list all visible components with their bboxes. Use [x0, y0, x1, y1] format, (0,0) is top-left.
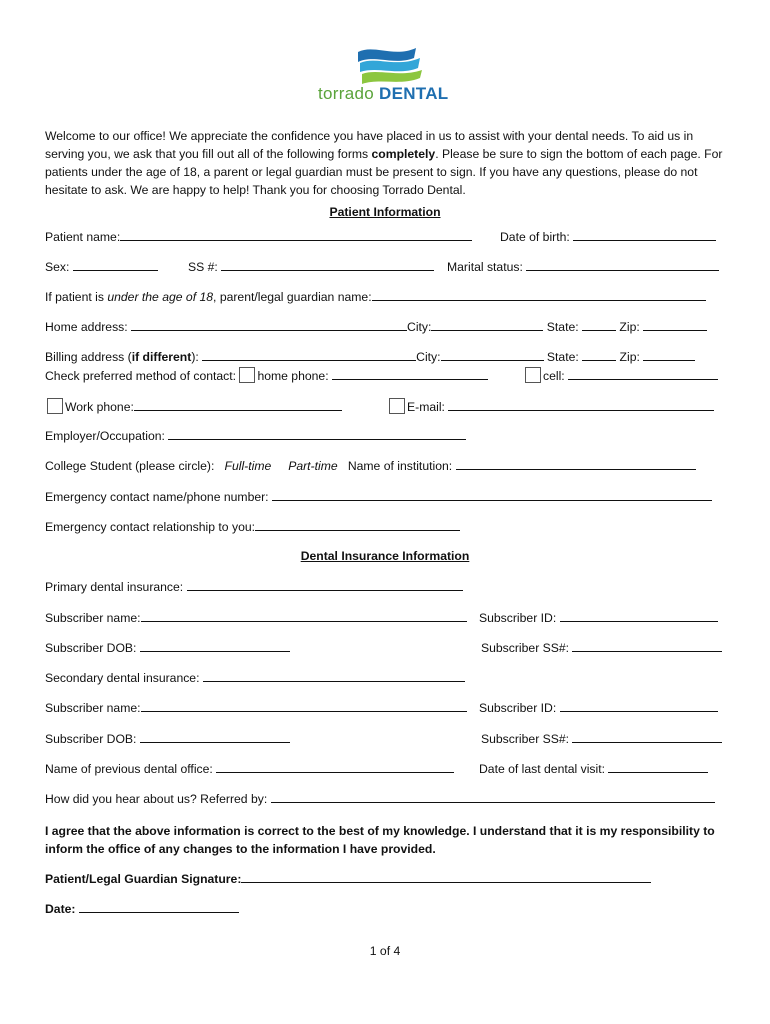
ss-label: SS #:	[188, 260, 218, 274]
date-field[interactable]	[79, 901, 239, 913]
ss-row	[188, 259, 434, 274]
employer-row	[45, 428, 466, 443]
secondary-subscriber-name-label: Subscriber name:	[45, 701, 141, 715]
previous-office-row	[45, 761, 454, 776]
page-number: 1 of 4	[369, 944, 401, 958]
logo-brand-prefix: torrado	[318, 84, 374, 103]
agreement-text: I agree that the above information is correct to the best of my knowledge. I understand that it is my responsibility to inform the office of any changes to the information I have provided.	[45, 824, 715, 856]
full-time-option[interactable]: Full-time	[224, 459, 272, 473]
home-address-label: Home address:	[45, 320, 128, 334]
relationship-row	[45, 519, 460, 534]
secondary-insurance-field[interactable]	[203, 670, 465, 682]
contact-method-label: Check preferred method of contact:	[45, 369, 237, 383]
primary-insurance-label: Primary dental insurance:	[45, 580, 184, 594]
sex-field[interactable]	[73, 259, 158, 271]
email-checkbox[interactable]	[389, 398, 405, 414]
part-time-option[interactable]: Part-time	[288, 459, 338, 473]
home-state-label: State:	[546, 320, 579, 334]
intro-text-1: Welcome to our office! We appreciate the confidence you have placed in us to assist with your dental needs. To aid us in serving you, we ask that you fill out all of the following forms	[45, 129, 694, 161]
intro-text-2: . Please be sure to sign the bottom of each page. For patients under the age of 18, a parent or legal guardian must be present to sign. If you have any questions, please do not hesitate to ask. We are happy to help! Thank you for choosing Torrado Dental.	[45, 147, 723, 197]
intro-bold: completely	[371, 147, 436, 161]
last-visit-row	[479, 761, 708, 776]
billing-zip-field[interactable]	[643, 349, 695, 361]
dob-label: Date of birth:	[500, 230, 570, 244]
sex-row	[45, 259, 158, 274]
marital-field[interactable]	[526, 259, 719, 271]
insurance-heading: Dental Insurance Information	[300, 549, 470, 563]
emergency-label: Emergency contact name/phone number:	[45, 490, 269, 504]
secondary-subscriber-name-field[interactable]	[141, 700, 467, 712]
emergency-field[interactable]	[272, 489, 712, 501]
guardian-label-2: under the age of 18	[107, 290, 214, 304]
guardian-label-3: , parent/legal guardian name:	[213, 290, 372, 304]
secondary-subscriber-id-label: Subscriber ID:	[479, 701, 557, 715]
patient-name-row	[45, 229, 472, 244]
previous-office-field[interactable]	[216, 761, 454, 773]
primary-subscriber-name-label: Subscriber name:	[45, 611, 141, 625]
home-city-field[interactable]	[431, 319, 543, 331]
patient-name-field[interactable]	[120, 229, 472, 241]
billing-label-2: if different	[131, 350, 192, 364]
work-phone-field[interactable]	[134, 399, 342, 411]
billing-label-1: Billing address (	[45, 350, 132, 364]
primary-subscriber-id-label: Subscriber ID:	[479, 611, 557, 625]
previous-office-label: Name of previous dental office:	[45, 762, 213, 776]
billing-state-label: State:	[546, 350, 579, 364]
sex-label: Sex:	[45, 260, 70, 274]
home-state-field[interactable]	[582, 319, 616, 331]
home-phone-checkbox[interactable]	[239, 367, 255, 383]
last-visit-label: Date of last dental visit:	[479, 762, 605, 776]
secondary-subscriber-ss-field[interactable]	[572, 731, 722, 743]
home-phone-field[interactable]	[332, 368, 488, 380]
marital-label: Marital status:	[447, 260, 523, 274]
institution-field[interactable]	[456, 458, 696, 470]
home-address-field[interactable]	[131, 319, 407, 331]
primary-subscriber-ss-field[interactable]	[572, 640, 722, 652]
intro-paragraph	[45, 127, 735, 199]
logo-wave-icon	[354, 44, 424, 86]
primary-subscriber-id-field[interactable]	[560, 610, 718, 622]
relationship-field[interactable]	[255, 519, 460, 531]
guardian-label-1: If patient is	[45, 290, 108, 304]
secondary-subscriber-dob-row	[45, 731, 290, 746]
email-row	[389, 398, 714, 414]
contact-method-row	[45, 367, 488, 383]
billing-city-label: City:	[416, 350, 441, 364]
primary-subscriber-ss-label: Subscriber SS#:	[481, 641, 570, 655]
cell-field[interactable]	[568, 368, 718, 380]
referred-field[interactable]	[271, 791, 715, 803]
ss-field[interactable]	[221, 259, 434, 271]
secondary-subscriber-dob-label: Subscriber DOB:	[45, 732, 137, 746]
home-zip-label: Zip:	[619, 320, 640, 334]
secondary-subscriber-ss-label: Subscriber SS#:	[481, 732, 570, 746]
secondary-subscriber-ss-row	[481, 731, 722, 746]
signature-label: Patient/Legal Guardian Signature	[45, 872, 238, 886]
employer-label: Employer/Occupation:	[45, 429, 165, 443]
college-row	[45, 458, 696, 473]
work-phone-row	[47, 398, 342, 414]
referred-label: How did you hear about us? Referred by:	[45, 792, 268, 806]
billing-state-field[interactable]	[582, 349, 616, 361]
logo-brand-suffix: DENTAL	[379, 84, 449, 103]
secondary-subscriber-id-field[interactable]	[560, 700, 718, 712]
last-visit-field[interactable]	[608, 761, 708, 773]
home-zip-field[interactable]	[643, 319, 707, 331]
home-address-row	[45, 319, 707, 334]
dob-row	[500, 229, 716, 244]
signature-field[interactable]	[241, 871, 651, 883]
secondary-insurance-row	[45, 670, 465, 685]
billing-row	[45, 349, 695, 364]
cell-label: cell:	[543, 369, 565, 383]
work-phone-checkbox[interactable]	[47, 398, 63, 414]
date-row: Date:	[45, 901, 239, 916]
home-phone-label: home phone:	[257, 369, 329, 383]
guardian-field[interactable]	[372, 289, 706, 301]
secondary-subscriber-dob-field[interactable]	[140, 731, 290, 743]
dob-field[interactable]	[573, 229, 716, 241]
primary-subscriber-name-field[interactable]	[141, 610, 467, 622]
secondary-subscriber-id-row	[479, 700, 718, 715]
email-label: E-mail:	[407, 400, 445, 414]
primary-insurance-row	[45, 579, 463, 594]
billing-address-field[interactable]	[202, 349, 416, 361]
primary-subscriber-dob-label: Subscriber DOB:	[45, 641, 137, 655]
signature-row: Patient/Legal Guardian Signature:	[45, 871, 651, 886]
cell-row	[525, 367, 718, 383]
patient-name-label: Patient name:	[45, 230, 121, 244]
cell-checkbox[interactable]	[525, 367, 541, 383]
marital-row	[447, 259, 719, 274]
patient-info-heading: Patient Information	[329, 205, 441, 219]
relationship-label: Emergency contact relationship to you:	[45, 520, 256, 534]
billing-label-3: ):	[191, 350, 199, 364]
logo	[318, 44, 453, 106]
secondary-insurance-label: Secondary dental insurance:	[45, 671, 200, 685]
institution-label: Name of institution:	[347, 459, 453, 473]
billing-city-field[interactable]	[441, 349, 544, 361]
primary-subscriber-dob-row	[45, 640, 290, 655]
billing-zip-label: Zip:	[619, 350, 640, 364]
college-label: College Student (please circle):	[45, 459, 215, 473]
primary-insurance-field[interactable]	[187, 579, 463, 591]
referred-row	[45, 791, 715, 806]
emergency-row	[45, 489, 712, 504]
primary-subscriber-id-row	[479, 610, 718, 625]
employer-field[interactable]	[168, 428, 466, 440]
primary-subscriber-name-row	[45, 610, 467, 625]
secondary-subscriber-name-row	[45, 700, 467, 715]
email-field[interactable]	[448, 399, 714, 411]
work-phone-label: Work phone:	[65, 400, 134, 414]
primary-subscriber-dob-field[interactable]	[140, 640, 290, 652]
home-city-label: City:	[407, 320, 432, 334]
guardian-row	[45, 289, 706, 304]
date-label: Date	[45, 902, 72, 916]
primary-subscriber-ss-row	[481, 640, 722, 655]
